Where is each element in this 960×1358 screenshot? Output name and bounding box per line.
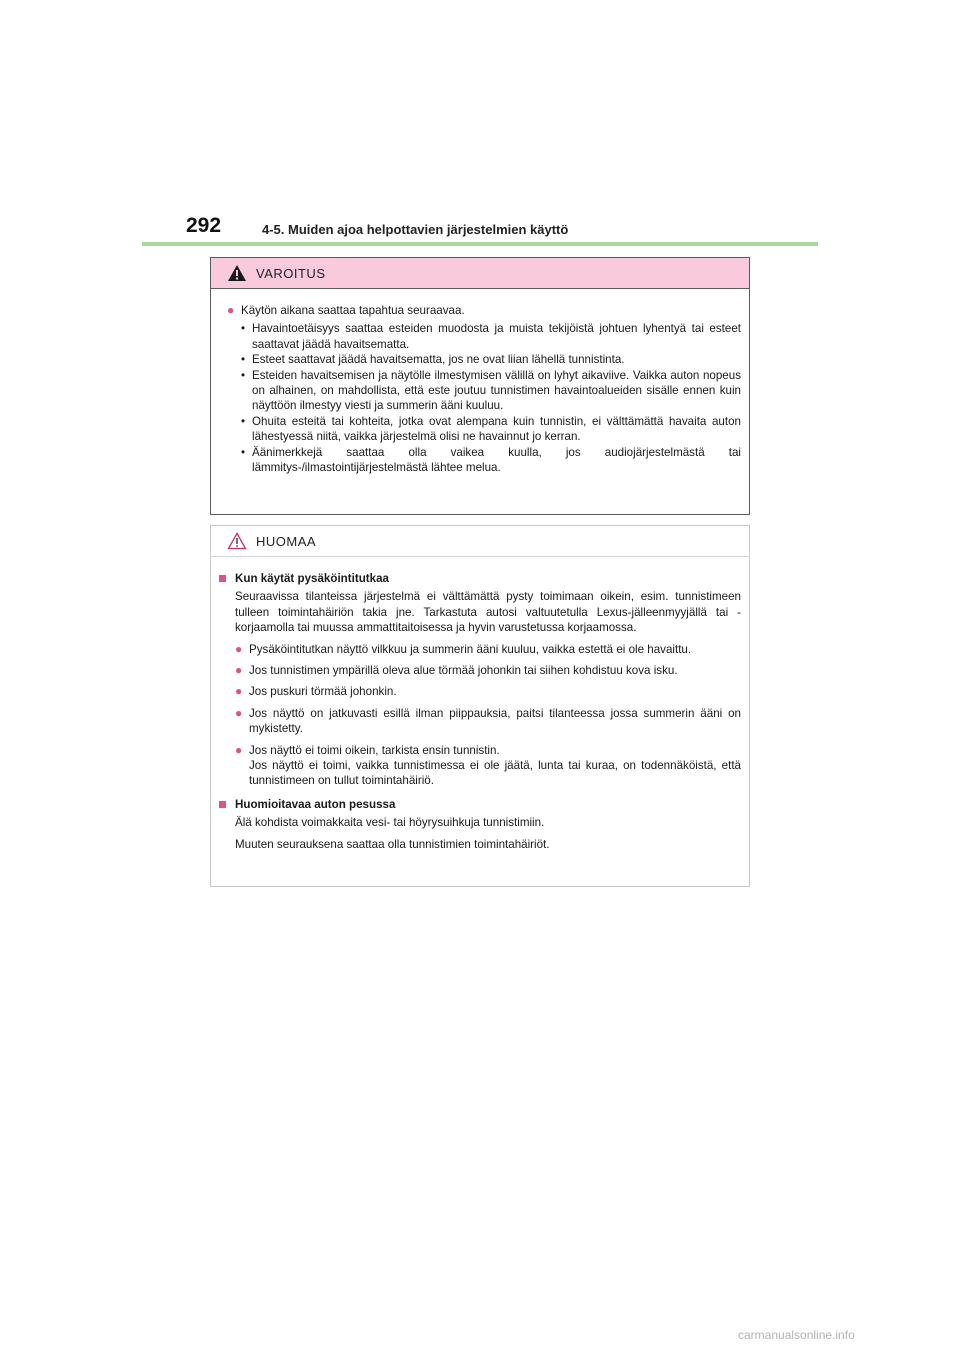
list-item: • Havaintoetäisyys saattaa esteiden muodosta ja muista tekijöistä johtuen lyhentyä tai esteet saattavat jäädä havaitsematta. [241,322,741,351]
list-item: ● Jos näyttö ei toimi oikein, tarkista ensin tunnistin. Jos näyttö ei toimi, vaikka tunnistimessa ei ole jäätä, lunta tai kuraa, on todennäköistä, että tunnistimeen on tullut toimintahäiriö. [235,742,741,788]
bullet-circle-icon: ● [235,705,243,720]
warning-list [241,321,741,475]
bullet-dot-icon: • [241,414,246,428]
bullet-circle-icon: ● [235,663,243,678]
list-item: • Esteet saattavat jäädä havaitsematta, jos ne ovat liian lähellä tunnistinta. [241,353,625,367]
paragraph: Seuraavissa tilanteissa järjestelmä ei välttämättä pysty toimimaan oikein, esim. tunnistimeen tulleen toimintahäiriön takia jne. Tarkastuta autosi valtuutetulla Lexus-jälleenmyyjällä tai -korjaamolla tai muussa ammattitaitoisessa ja hyvin varustetussa korjaamossa. [235,590,741,635]
notice-box-header [211,526,749,557]
bullet-square-icon [219,801,226,808]
paragraph: Muuten seurauksena saattaa olla tunnistimien toimintahäiriöt. [235,837,550,851]
caution-triangle-outline-icon [227,532,247,550]
bullet-circle-icon: ● [235,641,243,656]
paragraph: Älä kohdista voimakkaita vesi- tai höyrysuihkuja tunnistimiin. [235,816,545,830]
bullet-dot-icon: • [241,368,246,382]
section-heading: Huomioitavaa auton pesussa [219,797,741,812]
notice-body [211,557,749,852]
warning-box [210,257,750,515]
watermark: carmanualsonline.info [738,1328,855,1342]
bullet-circle-icon: ● [227,303,235,317]
list-item: ● Jos tunnistimen ympärillä oleva alue törmää johonkin tai siihen kohdistuu kova isku. [235,663,678,678]
section-heading: Kun käytät pysäköintitutkaa [219,571,741,586]
bullet-dot-icon: • [241,445,246,459]
list-item: • Esteiden havaitsemisen ja näytölle ilmestymisen välillä on lyhyt aikaviive. Vaikka auton nopeus on alhainen, on mahdollista, että este joutuu tunnistimen havaintoalueiden sisälle ennen kuin näyttöön ilmestyy viesti ja summerin ääni kuuluu. [241,368,741,413]
warning-intro: ● Käytön aikana saattaa tapahtua seuraavaa. • Havaintoetäisyys saattaa esteiden muodosta ja muista tekijöistä johtuen lyhentyä tai esteet saattavat jäädä havaitsematta. • Esteet saattavat jäädä havaitsematta, jos ne ovat liian lähellä tunnistinta. • Esteiden havaitsemisen ja näytölle ilmestymisen välillä on lyhyt aikaviive. Vaikka auton nopeus on alhainen, on mahdollista, että este joutuu tunnistimen havaintoalueiden sisälle ennen kuin näyttöön ilmestyy viesti ja summerin ääni kuuluu. • Ohuita esteitä tai kohteita, jotka ovat alempana kuin tunnistin, ei välttämättä havaita auton lähestyessä niitä, vaikka järjestelmä olisi ne havainnut jo kerran. • Äänimerkkejä saattaa olla vaikea kuulla, jos audiojärjestelmästä tai lämmitys-/ilmastointijärjestelmästä lähtee melua. [219,303,741,475]
bullet-square-icon [219,575,226,582]
bullet-dot-icon: • [241,322,246,336]
list-item: ● Pysäköintitutkan näyttö vilkkuu ja summerin ääni kuuluu, vaikka estettä ei ole havaittu. [235,641,692,656]
notice-box [210,525,750,887]
section-title: 4-5. Muiden ajoa helpottavien järjestelmien käyttö [262,222,569,237]
bullet-dot-icon: • [241,353,246,367]
warning-title: VAROITUS [256,266,326,281]
page-number: 292 [186,214,222,237]
bullet-circle-icon: ● [235,742,243,757]
list-item: ● Jos puskuri törmää johonkin. [235,684,397,699]
bullet-circle-icon: ● [235,684,243,699]
warning-box-header [211,258,749,289]
list-item: ● Jos näyttö on jatkuvasti esillä ilman piippauksia, paitsi tilanteessa jossa summerin ääni on mykistetty. [235,705,741,736]
list-item: • Äänimerkkejä saattaa olla vaikea kuulla, jos audiojärjestelmästä tai lämmitys-/ilmastointijärjestelmästä lähtee melua. [241,445,741,475]
warning-triangle-icon [227,264,247,282]
warning-body [211,289,749,475]
notice-title: HUOMAA [256,534,317,549]
header-rule [142,242,818,246]
list-item: • Ohuita esteitä tai kohteita, jotka ovat alempana kuin tunnistin, ei välttämättä havaita auton lähestyessä niitä, vaikka järjestelmä olisi ne havainnut jo kerran. [241,414,741,444]
